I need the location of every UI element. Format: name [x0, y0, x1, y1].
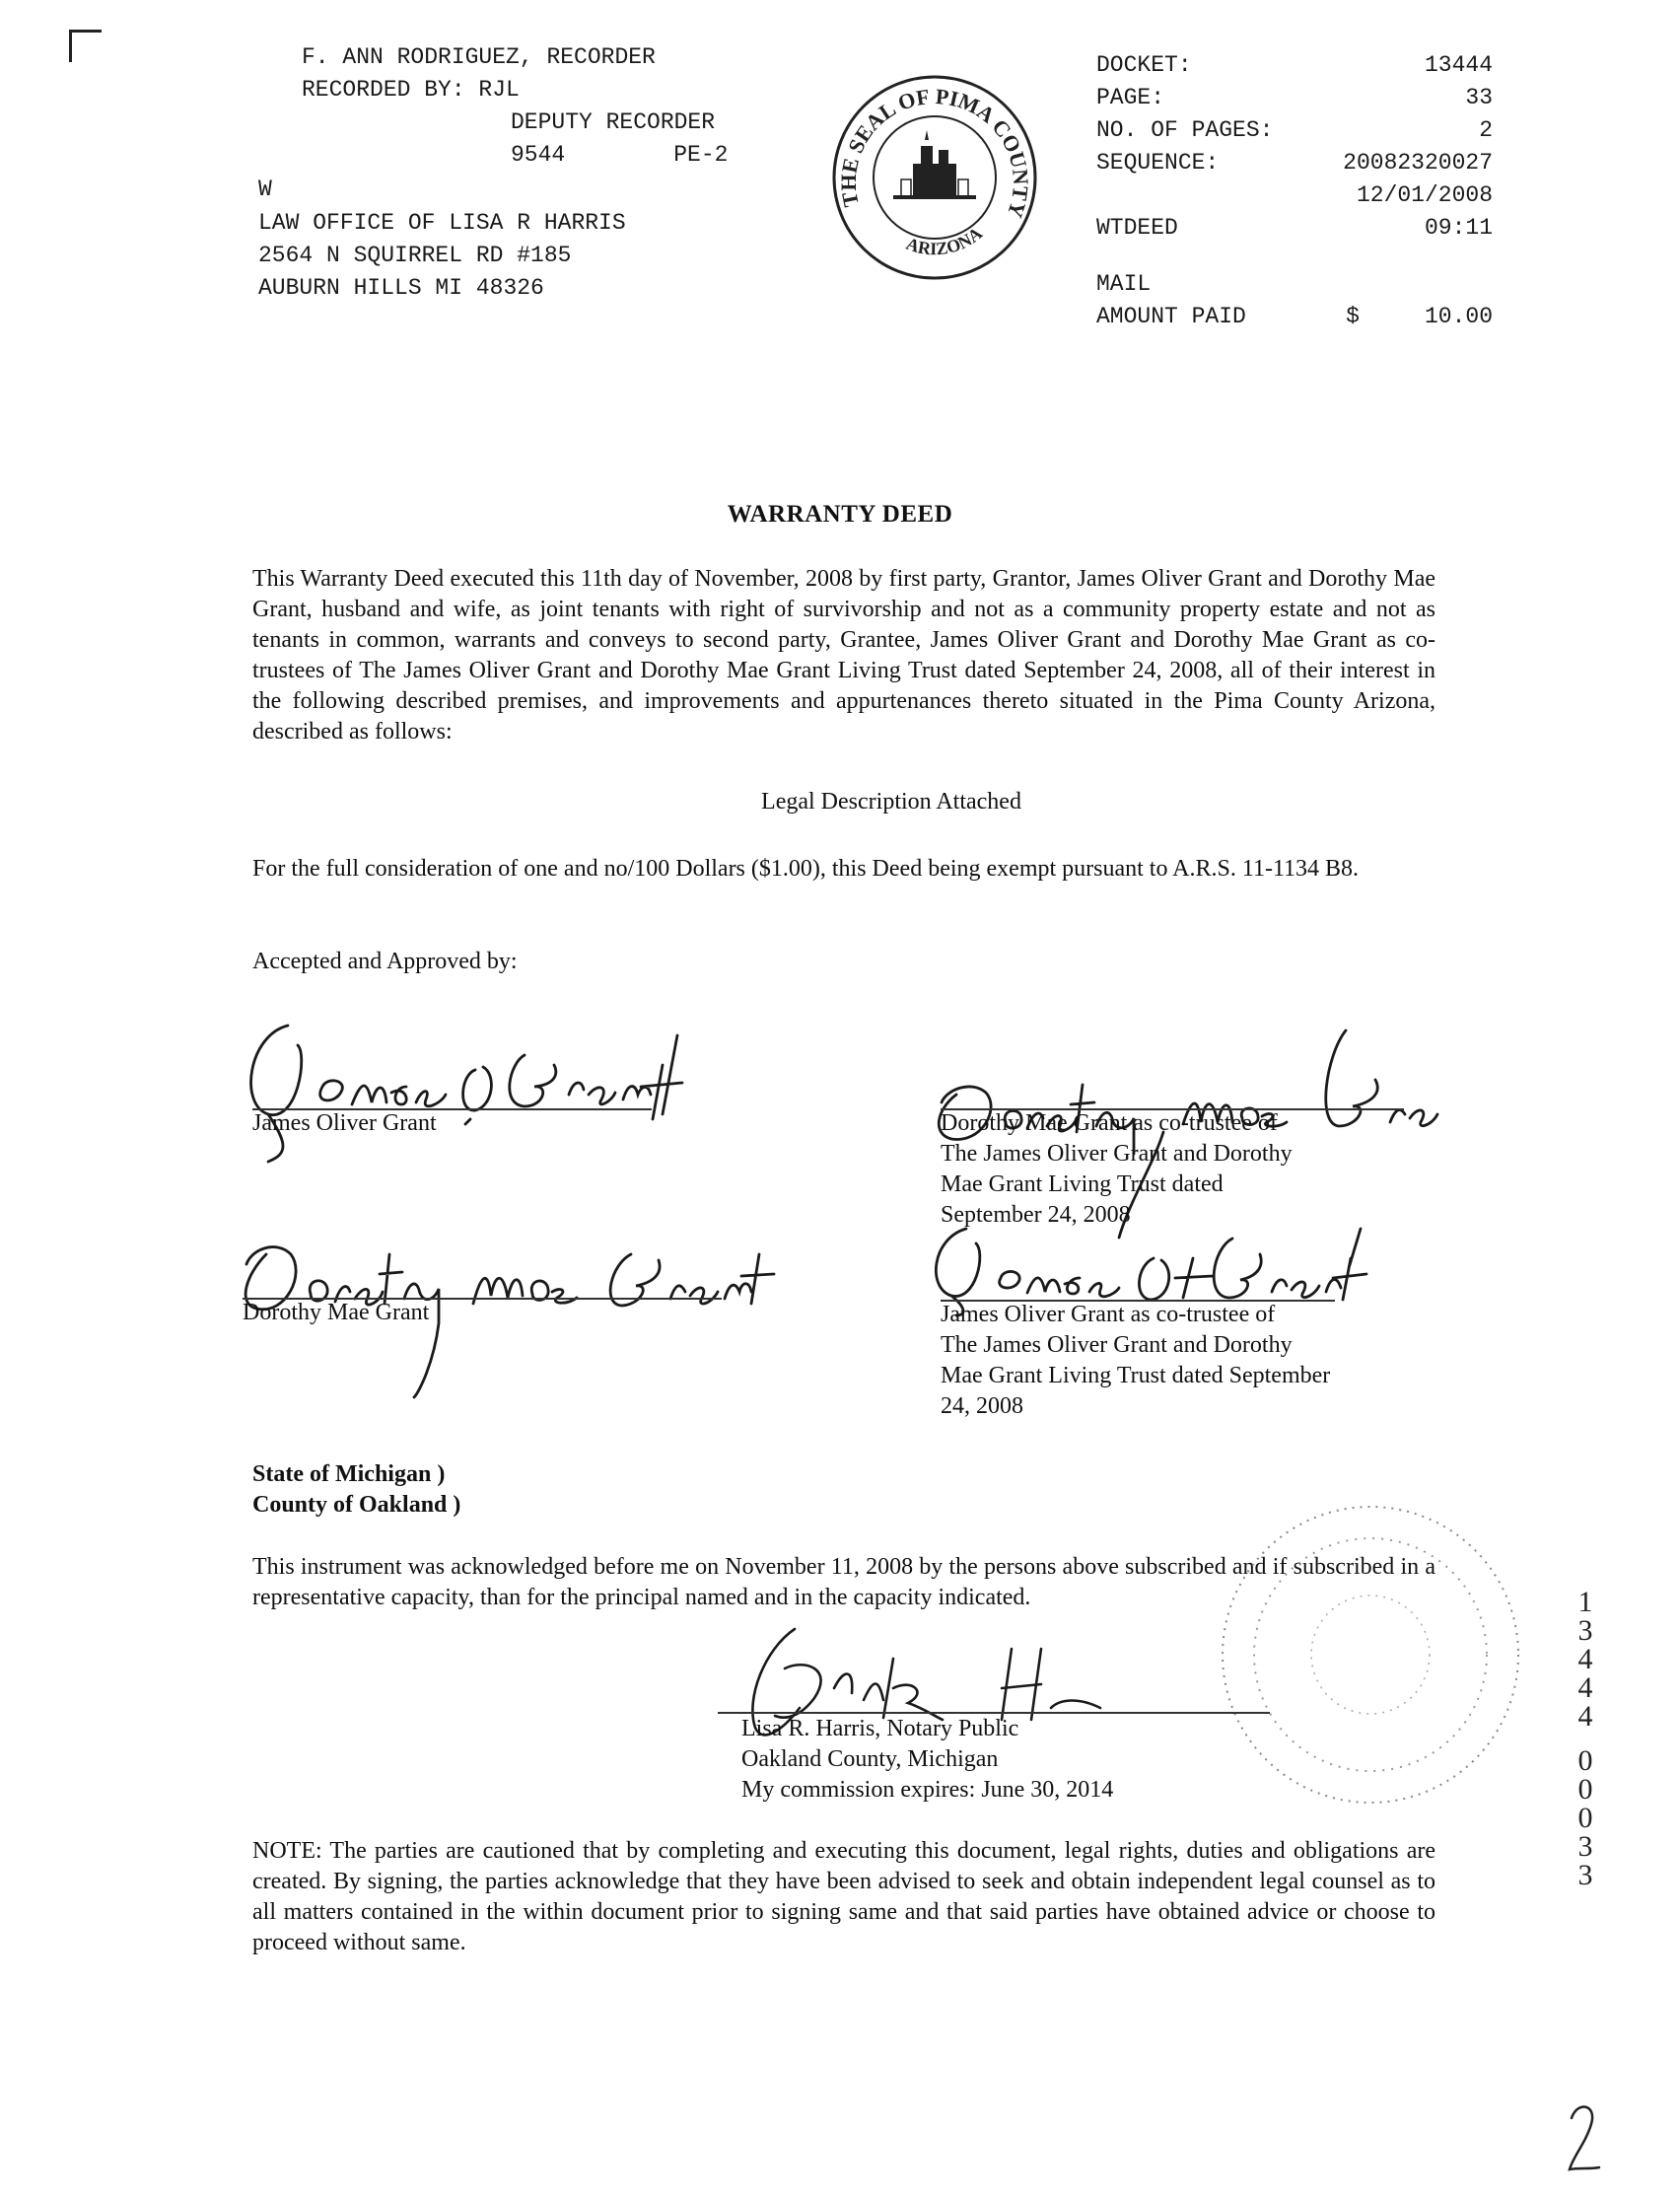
seal-building-icon: [893, 130, 976, 199]
note-paragraph: NOTE: The parties are cautioned that by completing and executing this document, legal rights, duties and obligations are created. By signing, the parties acknowledge that they have been advised to seek and obtain independent legal counsel as to all matters contained in the within document prior to signing same and that said parties have obtained advice or choose to proceed without same.: [252, 1838, 1435, 1955]
w-mark: W: [258, 177, 272, 202]
handwritten-page-mark: [1564, 2098, 1603, 2177]
return-line-1: LAW OFFICE OF LISA R HARRIS: [258, 210, 626, 236]
side-digit: 1: [1577, 1586, 1593, 1618]
return-line-2: 2564 N SQUIRREL RD #185: [258, 243, 572, 268]
notary-county: Oakland County, Michigan: [741, 1746, 999, 1772]
return-address: [258, 207, 771, 305]
signature-caption-4-line-1: James Oliver Grant as co-trustee of: [941, 1302, 1276, 1327]
signature-caption-4-line-2: The James Oliver Grant and Dorothy: [941, 1332, 1293, 1358]
page-label: PAGE:: [1096, 85, 1165, 110]
amount-value: 10.00: [1424, 304, 1493, 329]
deputy-recorder: DEPUTY RECORDER: [511, 109, 716, 135]
signature-caption-2: Dorothy Mae Grant: [243, 1300, 430, 1325]
recorder-pe: PE-2: [673, 142, 729, 168]
document-title: WARRANTY DEED: [727, 501, 953, 528]
recorded-time: 09:11: [1424, 215, 1493, 241]
signature-caption-4-line-4: 24, 2008: [941, 1393, 1023, 1419]
side-recording-number: [1568, 1588, 1603, 1889]
venue-county: County of Oakland ): [252, 1492, 461, 1518]
sequence-label: SEQUENCE:: [1096, 150, 1220, 176]
side-digit: 4: [1577, 1700, 1593, 1733]
sequence-value: 20082320027: [1343, 150, 1493, 176]
venue-state: State of Michigan ): [252, 1461, 446, 1487]
signature-caption-3-line-3: Mae Grant Living Trust dated: [941, 1171, 1224, 1197]
signature-caption-4: [941, 1300, 1330, 1422]
recorder-name: F. ANN RODRIGUEZ, RECORDER: [302, 44, 656, 70]
side-digit: 4: [1577, 1643, 1593, 1675]
venue-block: [252, 1459, 460, 1521]
recorder-code: 9544: [511, 142, 566, 168]
consideration-paragraph: For the full consideration of one and no/100 Dollars ($1.00), this Deed being exempt pursuant to A.R.S. 11-1134 B8.: [252, 856, 1360, 882]
docket-block: [1096, 49, 1493, 333]
seal-text-top: THE SEAL OF PIMA COUNTY: [835, 83, 1034, 221]
recorder-codes: [302, 139, 765, 172]
return-line-3: AUBURN HILLS MI 48326: [258, 275, 544, 301]
side-digit: 4: [1577, 1671, 1593, 1704]
pages-value: 2: [1479, 117, 1493, 143]
side-digit: 3: [1577, 1859, 1593, 1891]
amount-currency: $: [1346, 304, 1360, 329]
signature-caption-1: James Oliver Grant: [252, 1110, 437, 1136]
docket-value: 13444: [1424, 52, 1493, 78]
signature-caption-4-line-3: Mae Grant Living Trust dated September: [941, 1363, 1331, 1388]
document-type: WTDEED: [1096, 215, 1178, 241]
side-digit: 0: [1577, 1744, 1593, 1777]
mail-label: MAIL: [1096, 271, 1152, 297]
accepted-label: Accepted and Approved by:: [252, 949, 518, 974]
notary-name: Lisa R. Harris, Notary Public: [741, 1716, 1019, 1741]
signature-caption-3-line-4: September 24, 2008: [941, 1202, 1131, 1228]
recorder-block: [302, 41, 765, 172]
recorded-by: RECORDED BY: RJL: [302, 77, 520, 103]
pages-label: NO. OF PAGES:: [1096, 117, 1274, 143]
amount-label: AMOUNT PAID: [1096, 304, 1246, 329]
scan-corner-mark: [69, 30, 102, 62]
svg-text:ARIZONA: [904, 223, 986, 258]
notary-stamp: [1203, 1497, 1538, 1812]
side-digit: 3: [1577, 1830, 1593, 1863]
acknowledgment-paragraph: This instrument was acknowledged before me on November 11, 2008 by the persons above subscribed and if subscribed in a representative capacity, than for the principal named and in the capacity indicated.: [252, 1554, 1435, 1610]
notary-expires: My commission expires: June 30, 2014: [741, 1777, 1114, 1803]
docket-label: DOCKET:: [1096, 52, 1192, 78]
page-value: 33: [1465, 85, 1493, 110]
pima-county-seal: [830, 69, 1039, 286]
side-digit: 3: [1577, 1614, 1593, 1647]
legal-description-note: Legal Description Attached: [761, 789, 1021, 815]
recorded-date: 12/01/2008: [1356, 182, 1493, 208]
notary-block: [741, 1714, 1113, 1806]
intro-paragraph: This Warranty Deed executed this 11th day of November, 2008 by first party, Grantor, James Oliver Grant and Dorothy Mae Grant, husband and wife, as joint tenants with right of survivorship and not as a community property estate and not as tenants in common, warrants and conveys to second party, Grantee, James Oliver Grant and Dorothy Mae Grant as co-trustees of The James Oliver Grant and Dorothy Mae Grant Living Trust dated September 24, 2008, all of their interest in the following described premises, and improvements and appurtenances thereto situated in the Pima County Arizona, described as follows:: [252, 566, 1435, 744]
signature-caption-3-line-2: The James Oliver Grant and Dorothy: [941, 1141, 1293, 1167]
signature-caption-3-line-1: Dorothy Mae Grant as co-trustee of: [941, 1110, 1278, 1136]
side-digit: 0: [1577, 1802, 1593, 1834]
seal-text-bottom: ARIZONA: [903, 223, 986, 259]
side-digit: 0: [1577, 1773, 1593, 1806]
